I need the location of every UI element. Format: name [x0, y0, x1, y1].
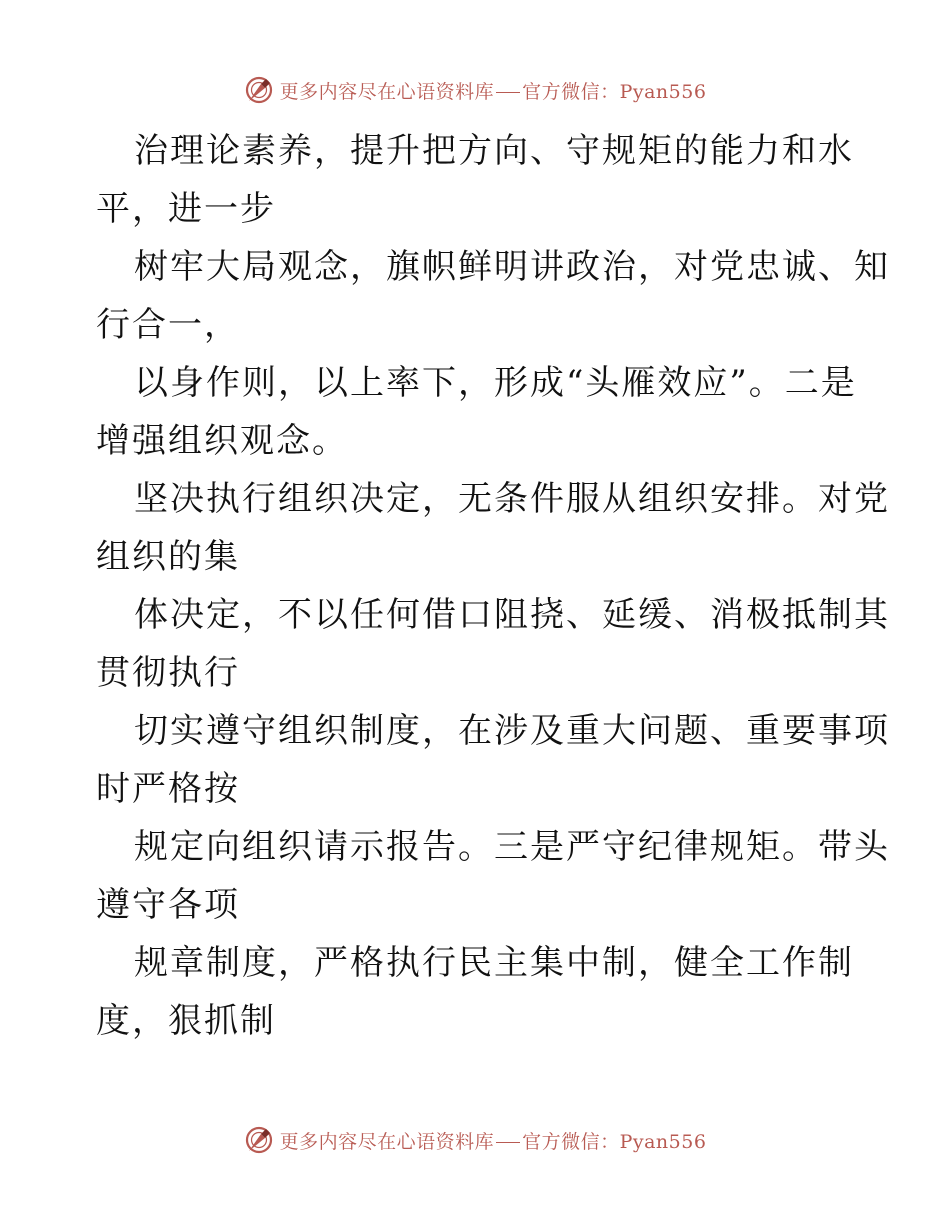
text-line: 坚决执行组织决定，无条件服从组织安排。对党	[134, 479, 890, 519]
text-line: 切实遵守组织制度，在涉及重大问题、重要事项	[134, 711, 890, 751]
text-line: 时严格按	[96, 769, 240, 809]
document-body	[96, 122, 890, 1050]
text-line: 规章制度，严格执行民主集中制，健全工作制	[134, 943, 854, 983]
pen-nib-logo-icon	[244, 1125, 274, 1155]
text-line: 行合一，	[96, 305, 240, 345]
text-line: 以身作则，以上率下，形成“头雁效应”。二是	[134, 363, 857, 403]
footer-banner	[0, 1120, 950, 1160]
text-line: 树牢大局观念，旗帜鲜明讲政治，对党忠诚、知	[134, 247, 890, 287]
text-line: 平，进一步	[96, 189, 276, 229]
text-line: 度，狠抓制	[96, 1001, 276, 1041]
text-line: 增强组织观念。	[96, 421, 348, 461]
footer-banner-text: 更多内容尽在心语资料库 官方微信：Pyan556	[279, 1130, 707, 1153]
pen-nib-logo-icon	[244, 75, 274, 105]
text-line: 组织的集	[96, 537, 240, 577]
text-line: 贯彻执行	[96, 653, 240, 693]
text-line: 规定向组织请示报告。三是严守纪律规矩。带头	[134, 827, 890, 867]
header-banner-text: 更多内容尽在心语资料库 官方微信：Pyan556	[279, 80, 707, 103]
text-line: 体决定，不以任何借口阻挠、延缓、消极抵制其	[134, 595, 890, 635]
text-line: 遵守各项	[96, 885, 240, 925]
header-banner	[0, 70, 950, 110]
text-line: 治理论素养，提升把方向、守规矩的能力和水	[134, 131, 854, 171]
